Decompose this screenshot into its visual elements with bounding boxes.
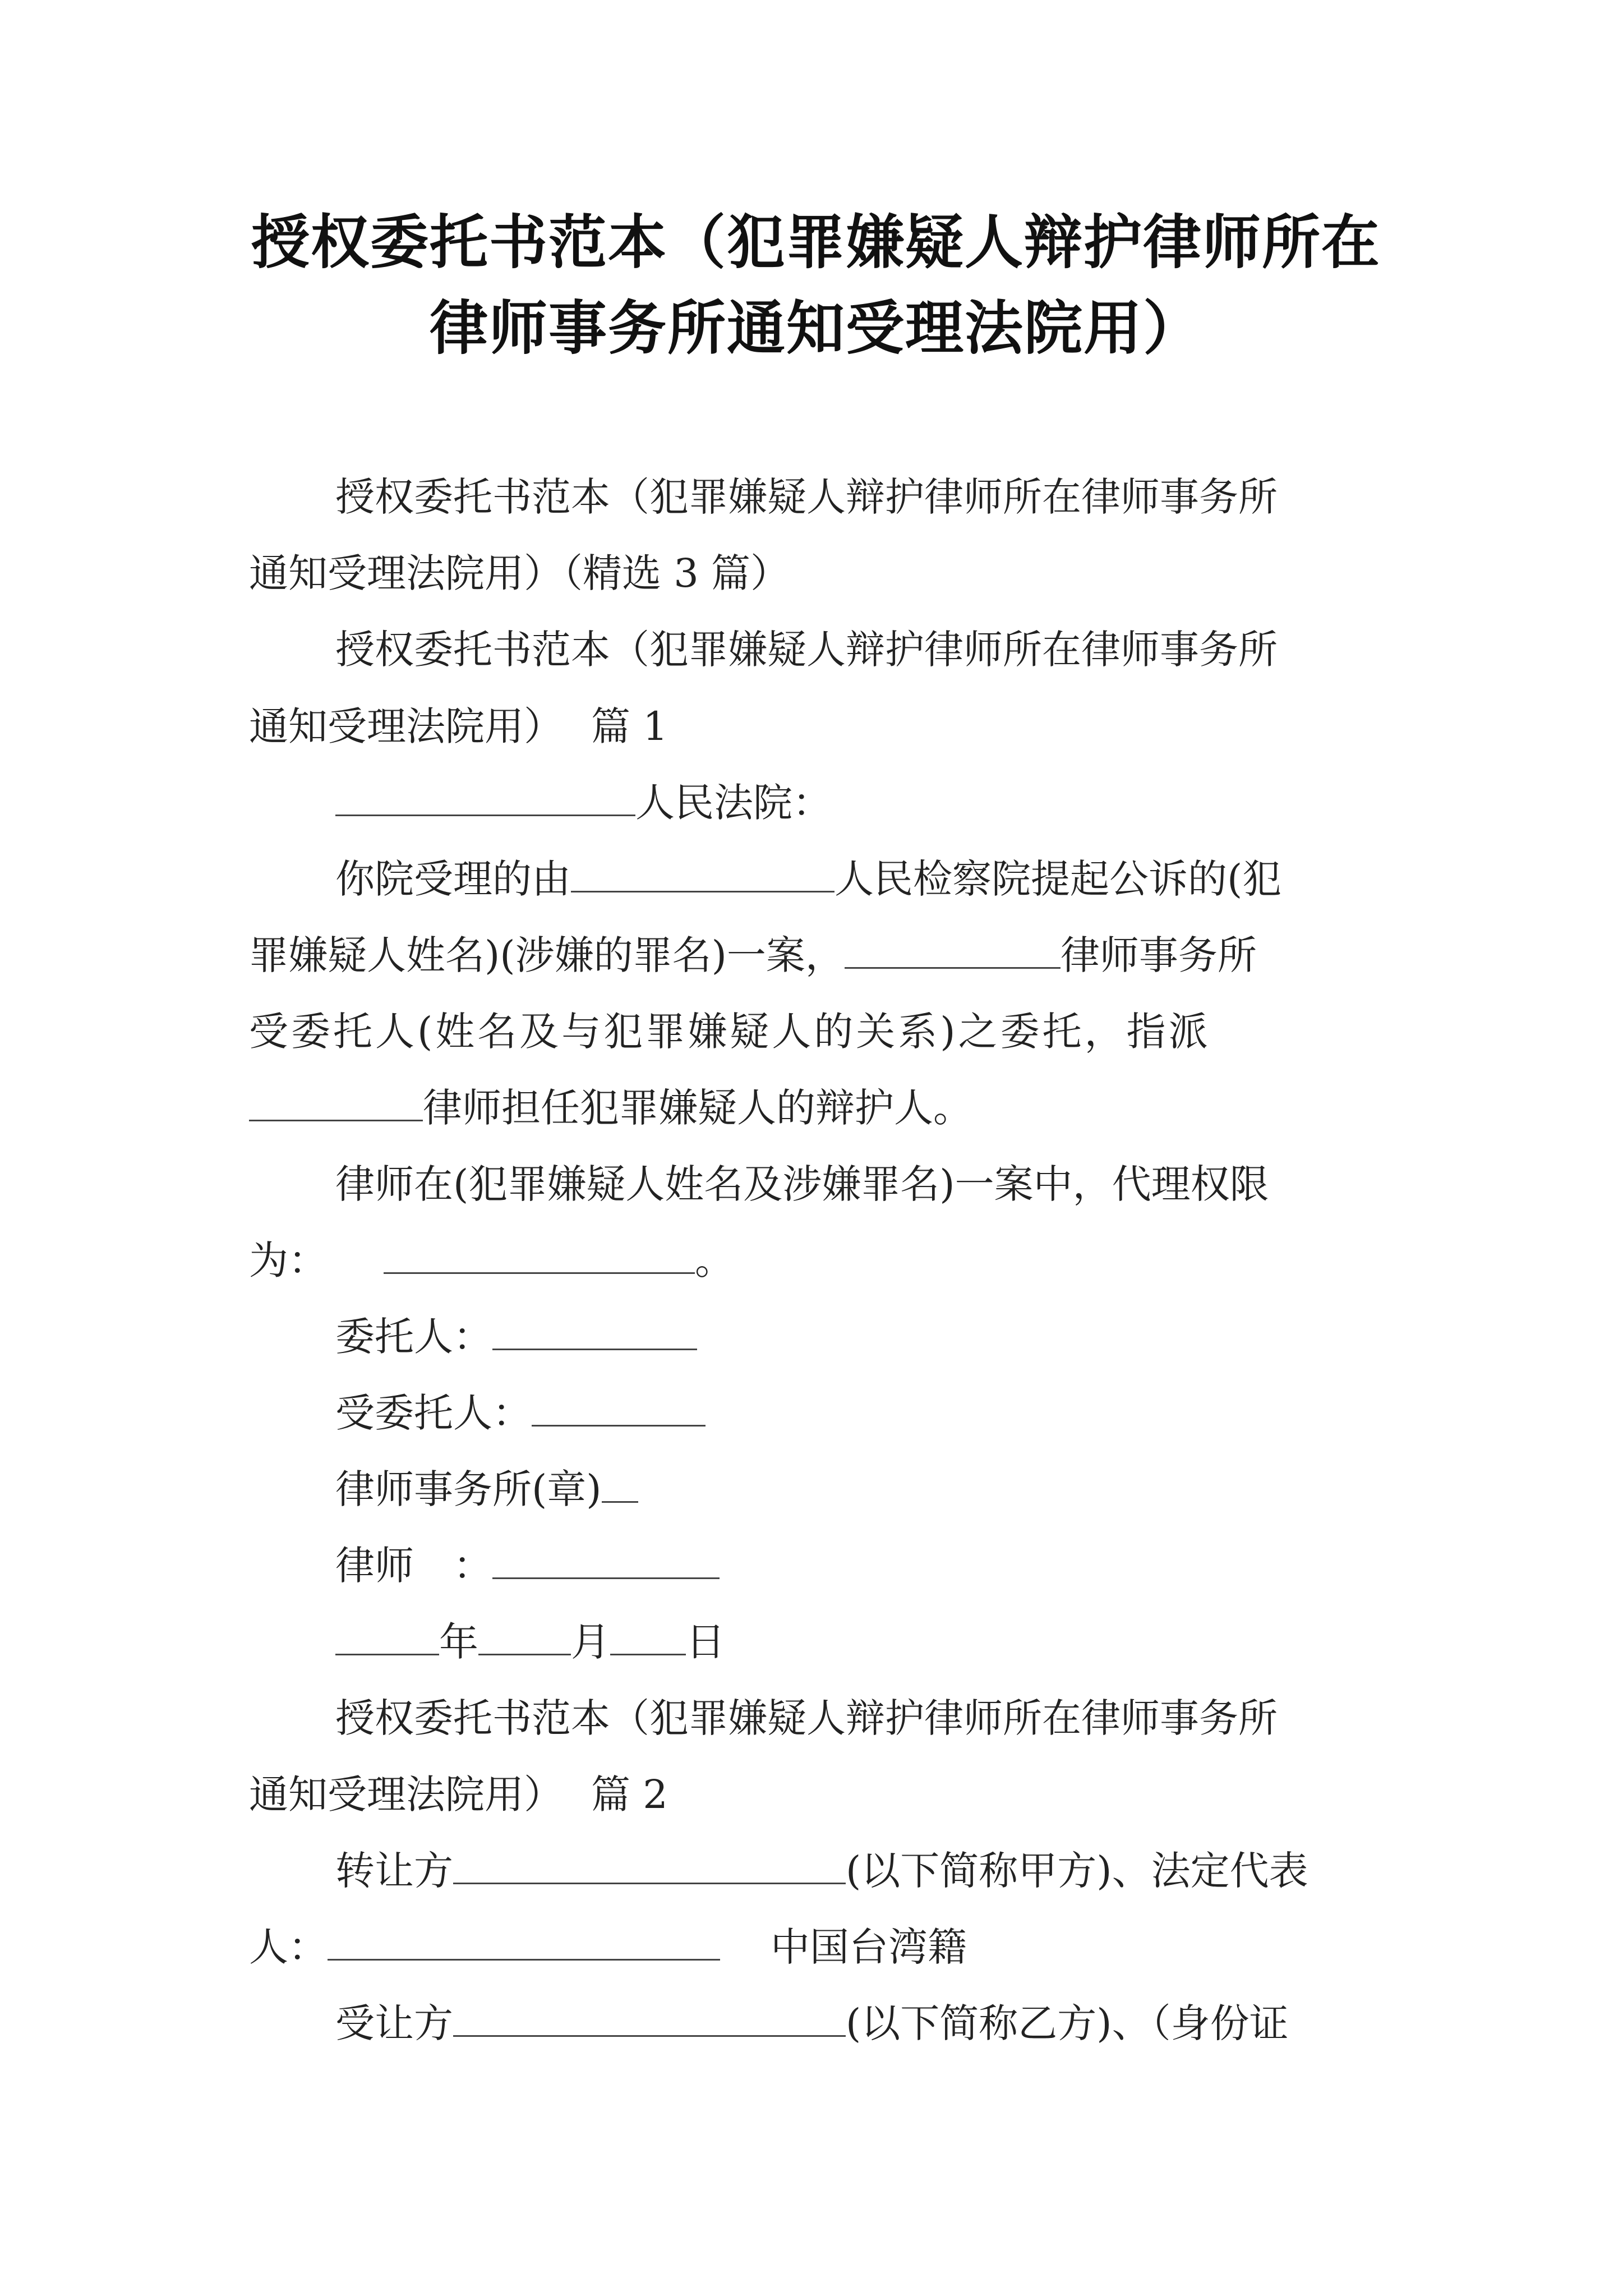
para2-line-2: 为： 。: [249, 1237, 734, 1283]
intro-line-1: 授权委托书范本（犯罪嫌疑人辩护律师所在律师事务所: [335, 474, 1278, 520]
section2-heading-tag: 篇 2: [591, 1772, 668, 1818]
section2-heading-line-2: 通知受理法院用） 篇 2: [249, 1772, 668, 1818]
authority-scope-blank: [384, 1237, 695, 1274]
agent-signature-blank: [532, 1390, 706, 1427]
lawyer-signature-line: 律师 ：: [335, 1538, 1393, 1594]
representative-blank: [328, 1924, 720, 1961]
representative-line: 人： 中国台湾籍: [249, 1924, 967, 1970]
para1-line-4: 律师担任犯罪嫌疑人的辩护人。: [249, 1080, 1393, 1136]
section1-heading-line-2: 通知受理法院用） 篇 1: [249, 703, 668, 749]
date-line: 年 月 日: [335, 1614, 1393, 1670]
lawyer-signature-blank: [492, 1543, 720, 1579]
client-signature-blank: [492, 1314, 697, 1350]
court-addressee: 人民法院：: [335, 775, 1393, 831]
intro-line-2: 通知受理法院用）（精选 3 篇）: [249, 550, 790, 596]
para2-line-1: 律师在(犯罪嫌疑人姓名及涉嫌罪名)一案中，代理权限: [335, 1161, 1269, 1207]
document-title-line-2: 律师事务所通知受理法院用）: [429, 294, 1202, 362]
firm-seal-blank: [602, 1466, 638, 1503]
section2-heading-line-1: 授权委托书范本（犯罪嫌疑人辩护律师所在律师事务所: [335, 1695, 1278, 1741]
transferor-line: 转让方 (以下简称甲方)、法定代表: [335, 1848, 1308, 1894]
para1-line-3: 受委托人(姓名及与犯罪嫌疑人的关系)之委托，指派: [249, 1009, 1211, 1055]
para1-line-1: 你院受理的由 人民检察院提起公诉的(犯: [335, 856, 1282, 902]
document-title-line-1: 授权委托书范本（犯罪嫌疑人辩护律师所在: [251, 208, 1381, 277]
year-blank: [335, 1619, 439, 1655]
transferee-blank: [453, 2000, 846, 2037]
transferor-blank: [453, 1848, 846, 1884]
agent-signature-line: 受委托人：: [335, 1385, 1393, 1441]
court-name-blank: [335, 780, 635, 816]
section1-heading-line-1: 授权委托书范本（犯罪嫌疑人辩护律师所在律师事务所: [335, 627, 1278, 673]
firm-seal-line: 律师事务所(章): [335, 1461, 1393, 1517]
month-blank: [478, 1619, 571, 1655]
lawyer-name-blank: [249, 1085, 423, 1121]
client-signature-line: 委托人：: [335, 1309, 1393, 1365]
section1-heading-tag: 篇 1: [591, 703, 668, 749]
procuratorate-blank: [571, 856, 834, 892]
law-firm-blank: [845, 932, 1061, 969]
para1-line-2: 罪嫌疑人姓名)(涉嫌的罪名)一案， 律师事务所: [249, 932, 1257, 978]
day-blank: [610, 1619, 686, 1655]
transferee-line: 受让方 (以下简称乙方)、（身份证: [335, 2000, 1289, 2046]
